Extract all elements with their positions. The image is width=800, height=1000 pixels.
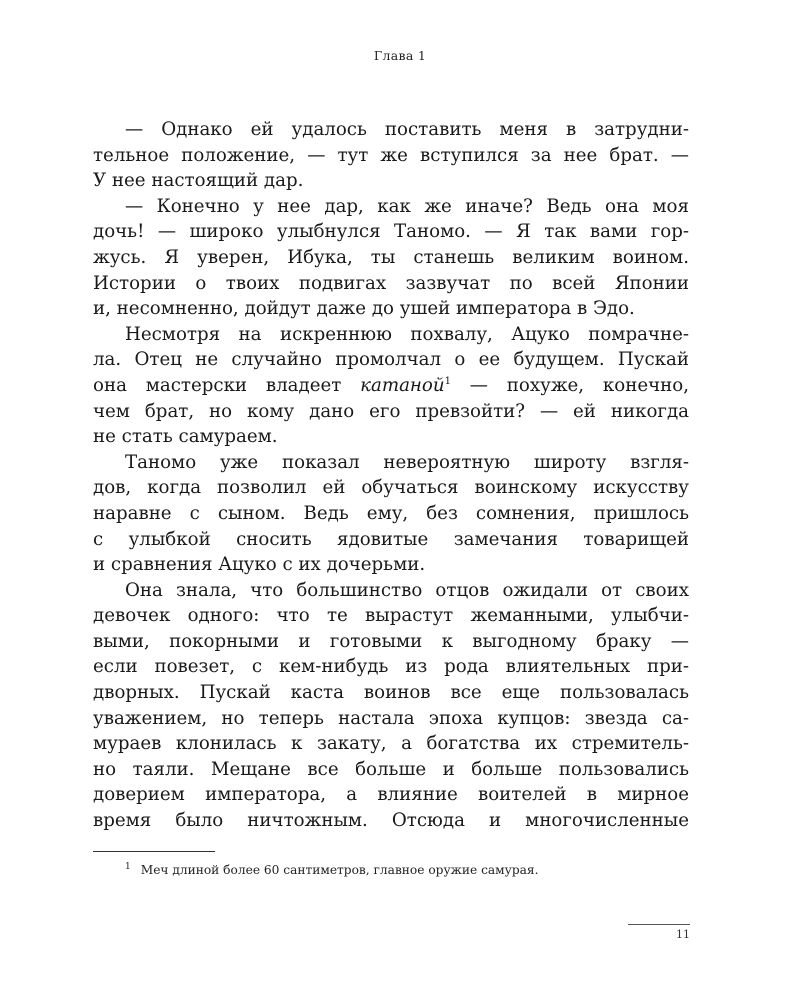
text-line: не стать самураем. xyxy=(93,426,278,448)
text-line xyxy=(93,373,689,399)
text-line: с улыбкой сносить ядовитые замечания товарищей xyxy=(93,528,689,550)
text-line: наравне с сыном. Ведь ему, без сомнения, пришлось xyxy=(93,502,689,524)
paragraph xyxy=(93,194,689,322)
footnote-reference[interactable]: 1 xyxy=(444,375,451,387)
text-line: девочек одного: что те вырастут жеманными, улыбчи- xyxy=(93,605,689,627)
footnote xyxy=(125,858,538,879)
paragraph xyxy=(93,578,689,834)
paragraph xyxy=(93,450,689,578)
text-line: — Конечно у нее дар, как же иначе? Ведь она моя xyxy=(125,195,689,217)
text-line: уважением, но теперь настала эпоха купцов: звезда са- xyxy=(93,707,689,729)
text-line: но таяли. Мещане все больше и больше пользовались xyxy=(93,758,689,780)
text-line: дов, когда позволил ей обучаться воинскому искусству xyxy=(93,477,689,499)
paragraph xyxy=(93,117,689,194)
text-line: время было ничтожным. Отсюда и многочисленные xyxy=(93,810,689,832)
running-head-chapter: Глава 1 xyxy=(373,48,427,63)
footnote-divider xyxy=(93,851,215,852)
footnote-text: Меч длиной более 60 сантиметров, главное оружие самурая. xyxy=(140,863,539,878)
text-line: выми, покорными и готовыми к выгодному браку — xyxy=(93,630,689,652)
folio-rule xyxy=(628,924,690,925)
text-line: тельное положение, — тут же вступился за нее брат. — xyxy=(93,144,689,166)
text-line: дочь! — широко улыбнулся Таномо. — Я так вами гор- xyxy=(93,221,689,243)
text-line: и, несомненно, дойдут даже до ушей императора в Эдо. xyxy=(93,298,635,320)
text-line: Она знала, что большинство отцов ожидали от своих xyxy=(125,579,689,601)
paragraph xyxy=(93,322,689,450)
text-line: Таномо уже показал невероятную широту взгля- xyxy=(125,451,689,473)
text-line: жусь. Я уверен, Ибука, ты станешь великим воином. xyxy=(93,246,689,268)
text-line: Несмотря на искреннюю похвалу, Ацуко помрачне- xyxy=(125,323,689,345)
text-line: — Однако ей удалось поставить меня в затрудни- xyxy=(125,119,689,140)
page-number: 11 xyxy=(676,928,690,941)
text-line: дворных. Пускай каста воинов все еще пользовалась xyxy=(93,682,689,704)
body-text xyxy=(93,117,689,834)
text-line: и сравнения Ацуко с их дочерьми. xyxy=(93,554,426,576)
text-segment: она мастерски владеет xyxy=(93,374,361,396)
text-line: мураев клонилась к закату, а богатства их стремитель- xyxy=(93,733,689,755)
text-line: доверием императора, а влияние воителей в мирное xyxy=(93,784,689,806)
text-segment: — похуже, конечно, xyxy=(450,374,689,396)
footnote-number: 1 xyxy=(125,862,131,872)
text-line: если повезет, с кем-нибудь из рода влиятельных при- xyxy=(93,656,689,678)
text-line: Истории о твоих подвигах зазвучат по всей Японии xyxy=(93,272,689,294)
text-line: У нее настоящий дар. xyxy=(93,170,304,192)
text-line: ла. Отец не случайно промолчал о ее будущем. Пускай xyxy=(93,349,689,371)
text-line: чем брат, но кому дано его превзойти? — ей никогда xyxy=(93,400,689,422)
italic-term: катаной xyxy=(360,374,445,396)
